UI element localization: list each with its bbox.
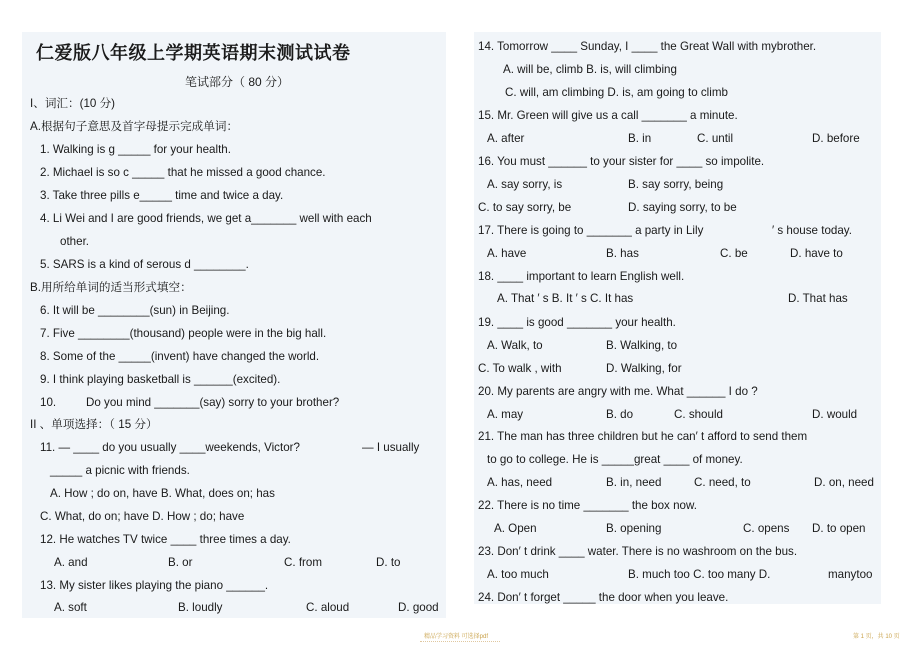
question-12-option-a: A. and <box>54 556 88 569</box>
question-1: 1. Walking is g _____ for your health. <box>40 143 231 156</box>
instruction-a: A.根据句子意思及首字母提示完成单词： <box>30 120 239 133</box>
question-8: 8. Some of the _____(invent) have changed the world. <box>40 350 320 363</box>
question-10: Do you mind _______(say) sorry to your brother? <box>86 396 340 409</box>
question-12-option-d: D. to <box>376 556 401 569</box>
question-22-option-c: C. opens <box>743 522 790 535</box>
section-subtitle: 笔试部分（ 80 分） <box>185 75 290 89</box>
page-number: 第 1 页，共 10 页 <box>853 634 900 640</box>
question-15-option-c: C. until <box>697 132 734 145</box>
question-4-cont: other. <box>60 235 90 248</box>
question-7: 7. Five ________(thousand) people were in the big hall. <box>40 327 327 340</box>
question-2: 2. Michael is so c _____ that he missed a good chance. <box>40 166 326 179</box>
question-19-option-c: C. To walk , with <box>478 362 562 375</box>
question-19-option-d: D. Walking, for <box>606 362 682 375</box>
question-18: 18. ____ important to learn English well. <box>478 270 685 283</box>
question-22-option-a: A. Open <box>494 522 537 535</box>
question-20-option-c: C. should <box>674 408 723 421</box>
section-heading-choice: II 、单项选择：（ 15 分） <box>30 418 158 431</box>
question-13-option-a: A. soft <box>54 601 87 614</box>
question-17: 17. There is going to _______ a party in Lily <box>478 224 704 237</box>
question-14-options-cd: C. will, am climbing D. is, am going to climb <box>505 86 728 99</box>
footer-watermark: 精品学习资料 可选择pdf <box>424 634 489 640</box>
question-14-options-ab: A. will be, climb B. is, will climbing <box>503 63 677 76</box>
section-heading-vocabulary: I、词汇：(10 分) <box>30 97 116 110</box>
question-21-option-b: B. in, need <box>606 476 662 489</box>
question-16-option-d: D. saying sorry, to be <box>628 201 737 214</box>
question-17-option-b: B. has <box>606 247 639 260</box>
question-23-option-a: A. too much <box>487 568 549 581</box>
question-18-option-d: D. That has <box>788 292 848 305</box>
question-13-option-b: B. loudly <box>178 601 223 614</box>
question-21-cont: to go to college. He is _____great ____ of money. <box>487 453 743 466</box>
question-13-option-d: D. good <box>398 601 439 614</box>
question-15: 15. Mr. Green will give us a call _______ a minute. <box>478 109 738 122</box>
instruction-b: B.用所给单词的适当形式填空： <box>30 281 192 294</box>
question-23-option-d-text: manytoo <box>828 568 873 581</box>
question-21-option-c: C. need, to <box>694 476 751 489</box>
question-15-option-a: A. after <box>487 132 525 145</box>
question-20: 20. My parents are angry with me. What ______ I do ? <box>478 385 758 398</box>
question-16: 16. You must ______ to your sister for ____ so impolite. <box>478 155 765 168</box>
question-11-cont: _____ a picnic with friends. <box>50 464 190 477</box>
question-10-number: 10. <box>40 396 57 409</box>
question-11: 11. — ____ do you usually ____weekends, Victor? <box>40 441 300 454</box>
question-21-option-a: A. has, need <box>487 476 553 489</box>
question-6: 6. It will be ________(sun) in Beijing. <box>40 304 230 317</box>
question-22-option-d: D. to open <box>812 522 866 535</box>
question-13: 13. My sister likes playing the piano ______. <box>40 579 269 592</box>
question-20-option-d: D. would <box>812 408 858 421</box>
question-9: 9. I think playing basketball is ______(excited). <box>40 373 281 386</box>
question-20-option-a: A. may <box>487 408 524 421</box>
question-23: 23. Don′ t drink ____ water. There is no washroom on the bus. <box>478 545 798 558</box>
question-12-option-c: C. from <box>284 556 323 569</box>
question-24: 24. Don′ t forget _____ the door when you leave. <box>478 591 729 604</box>
question-11-options-ab: A. How ; do on, have B. What, does on; has <box>50 487 275 500</box>
footer-divider <box>420 641 500 642</box>
question-17-option-a: A. have <box>487 247 527 260</box>
question-12: 12. He watches TV twice ____ three times a day. <box>40 533 291 546</box>
question-11-reply: — I usually <box>362 441 420 454</box>
question-17-option-c: C. be <box>720 247 748 260</box>
question-18-options-abc: A. That ′ s B. It ′ s C. It has <box>497 292 634 305</box>
question-13-option-c: C. aloud <box>306 601 350 614</box>
question-14: 14. Tomorrow ____ Sunday, I ____ the Great Wall with mybrother. <box>478 40 817 53</box>
question-16-option-c: C. to say sorry, be <box>478 201 572 214</box>
question-22-option-b: B. opening <box>606 522 662 535</box>
question-22: 22. There is no time _______ the box now. <box>478 499 697 512</box>
question-11-options-cd: C. What, do on; have D. How ; do; have <box>40 510 245 523</box>
question-19-option-b: B. Walking, to <box>606 339 678 352</box>
question-16-option-a: A. say sorry, is <box>487 178 563 191</box>
question-17-option-d: D. have to <box>790 247 843 260</box>
question-12-option-b: B. or <box>168 556 193 569</box>
question-17-cont: ′ s house today. <box>772 224 852 237</box>
question-15-option-b: B. in <box>628 132 652 145</box>
question-23-options-bcd: B. much too C. too many D. <box>628 568 771 581</box>
question-5: 5. SARS is a kind of serous d ________. <box>40 258 249 271</box>
question-19-option-a: A. Walk, to <box>487 339 543 352</box>
question-19: 19. ____ is good _______ your health. <box>478 316 676 329</box>
question-21-option-d: D. on, need <box>814 476 874 489</box>
question-4: 4. Li Wei and I are good friends, we get a_______ well with each <box>40 212 372 225</box>
question-20-option-b: B. do <box>606 408 634 421</box>
question-21: 21. The man has three children but he can′ t afford to send them <box>478 430 808 443</box>
question-15-option-d: D. before <box>812 132 860 145</box>
question-3: 3. Take three pills e_____ time and twice a day. <box>40 189 284 202</box>
question-16-option-b: B. say sorry, being <box>628 178 724 191</box>
document-title: 仁爱版八年级上学期英语期末测试试卷 <box>36 43 351 63</box>
